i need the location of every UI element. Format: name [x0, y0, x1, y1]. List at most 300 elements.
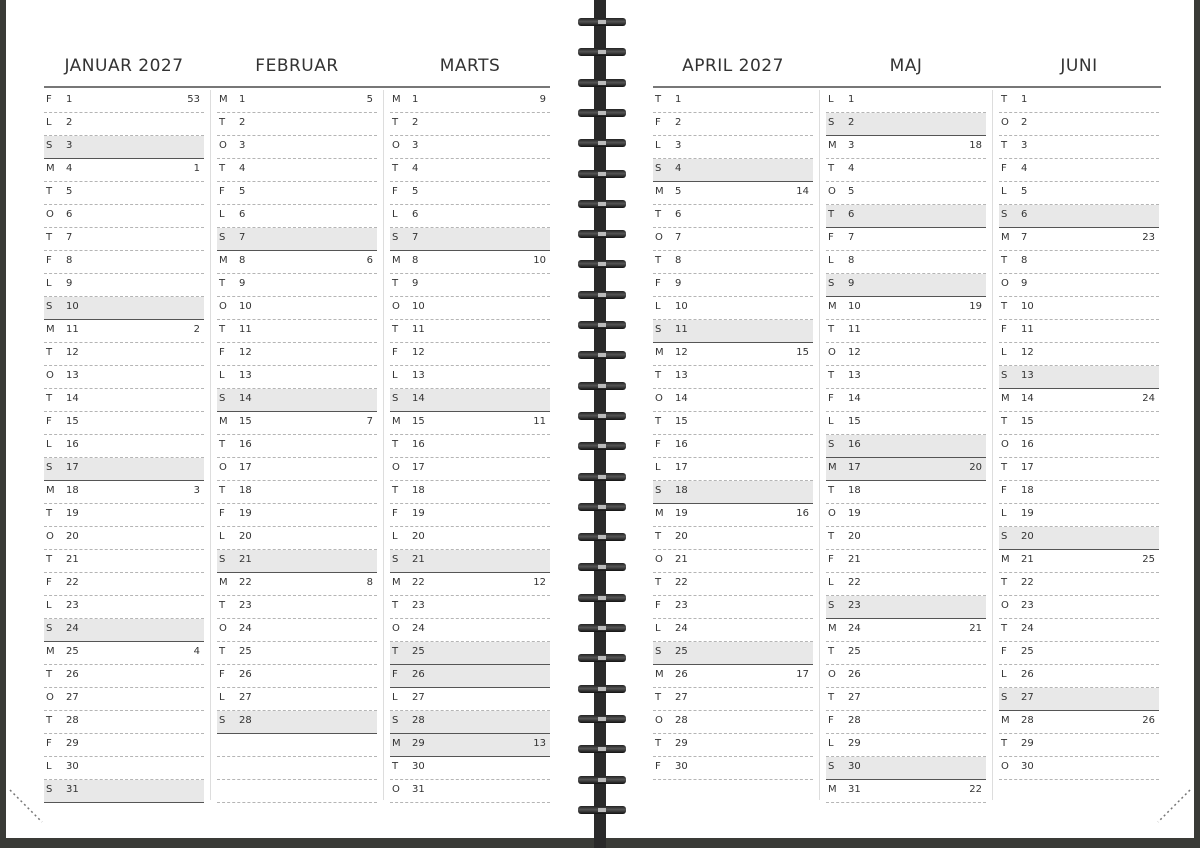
- day-row: [826, 688, 986, 711]
- day-row: [999, 458, 1159, 481]
- binding-ring: [578, 412, 626, 420]
- weekday-letter: L: [1001, 186, 1007, 197]
- ring-hole: [598, 535, 606, 539]
- day-number: 15: [412, 416, 425, 427]
- row-gap: [217, 757, 251, 779]
- day-number: 25: [848, 646, 861, 657]
- day-number: 20: [1021, 531, 1034, 542]
- day-number: 6: [1021, 209, 1028, 220]
- weekday-letter: O: [392, 623, 400, 634]
- day-row: [390, 251, 550, 274]
- day-number: 28: [675, 715, 688, 726]
- day-row: [390, 205, 550, 228]
- day-number: 22: [848, 577, 861, 588]
- day-row: [999, 573, 1159, 596]
- day-row: [390, 274, 550, 297]
- day-number: 4: [848, 163, 855, 174]
- day-row: [217, 205, 377, 228]
- weekday-letter: T: [46, 186, 53, 197]
- day-row: [217, 228, 377, 251]
- weekday-letter: T: [46, 393, 53, 404]
- weekday-letter: O: [655, 232, 663, 243]
- day-row: [390, 297, 550, 320]
- weekday-letter: T: [46, 554, 53, 565]
- weekday-letter: T: [219, 646, 226, 657]
- day-row: [390, 619, 550, 642]
- weekday-letter: T: [392, 646, 399, 657]
- day-row: [44, 504, 204, 527]
- day-row: [390, 573, 550, 596]
- day-row: [44, 320, 204, 343]
- day-number: 4: [412, 163, 419, 174]
- weekday-letter: M: [219, 94, 228, 105]
- week-number: 53: [187, 94, 200, 105]
- day-row: [390, 343, 550, 366]
- binding-ring: [578, 18, 626, 26]
- day-number: 11: [675, 324, 688, 335]
- weekday-letter: O: [219, 301, 227, 312]
- weekday-letter: L: [392, 209, 398, 220]
- weekday-letter: L: [219, 209, 225, 220]
- weekday-letter: T: [655, 370, 662, 381]
- weekday-letter: S: [1001, 531, 1008, 542]
- weekday-letter: S: [46, 462, 53, 473]
- day-row: [826, 136, 986, 159]
- day-number: 27: [66, 692, 79, 703]
- binding-ring: [578, 533, 626, 541]
- day-row: [653, 596, 813, 619]
- binding-ring: [578, 624, 626, 632]
- day-row: [44, 665, 204, 688]
- day-number: 16: [66, 439, 79, 450]
- week-number: 8: [366, 577, 373, 588]
- ring-hole: [598, 20, 606, 24]
- day-row: [826, 274, 986, 297]
- binding-ring: [578, 685, 626, 693]
- day-row: [217, 619, 377, 642]
- weekday-letter: L: [1001, 347, 1007, 358]
- weekday-letter: F: [655, 117, 661, 128]
- weekday-letter: L: [828, 255, 834, 266]
- ring-hole: [598, 778, 606, 782]
- day-row: [653, 435, 813, 458]
- day-row: [999, 596, 1159, 619]
- weekday-letter: T: [219, 600, 226, 611]
- day-number: 28: [412, 715, 425, 726]
- day-number: 10: [412, 301, 425, 312]
- day-number: 4: [239, 163, 246, 174]
- left-page: [6, 0, 594, 838]
- day-number: 6: [412, 209, 419, 220]
- day-number: 29: [1021, 738, 1034, 749]
- ring-hole: [598, 687, 606, 691]
- day-number: 6: [848, 209, 855, 220]
- day-row: [390, 642, 550, 665]
- ring-hole: [598, 565, 606, 569]
- weekday-letter: O: [828, 347, 836, 358]
- weekday-letter: L: [46, 117, 52, 128]
- day-number: 23: [675, 600, 688, 611]
- day-number: 23: [412, 600, 425, 611]
- day-row: [999, 205, 1159, 228]
- day-row: [653, 688, 813, 711]
- weekday-letter: O: [46, 692, 54, 703]
- day-row: [44, 596, 204, 619]
- day-number: 28: [66, 715, 79, 726]
- weekday-letter: L: [655, 623, 661, 634]
- weekday-letter: T: [655, 738, 662, 749]
- weekday-letter: O: [828, 669, 836, 680]
- day-row: [999, 182, 1159, 205]
- week-number: 19: [969, 301, 982, 312]
- weekday-letter: O: [219, 462, 227, 473]
- weekday-letter: T: [828, 370, 835, 381]
- day-number: 14: [412, 393, 425, 404]
- day-number: 24: [1021, 623, 1034, 634]
- weekday-letter: M: [828, 623, 837, 634]
- day-row: [826, 504, 986, 527]
- weekday-letter: L: [392, 370, 398, 381]
- day-number: 3: [66, 140, 73, 151]
- weekday-letter: O: [655, 715, 663, 726]
- day-number: 11: [66, 324, 79, 335]
- day-number: 15: [675, 416, 688, 427]
- day-number: 27: [412, 692, 425, 703]
- binding-ring: [578, 563, 626, 571]
- weekday-letter: M: [219, 255, 228, 266]
- day-number: 15: [1021, 416, 1034, 427]
- day-row: [999, 159, 1159, 182]
- weekday-letter: T: [1001, 140, 1008, 151]
- day-number: 13: [1021, 370, 1034, 381]
- day-number: 10: [848, 301, 861, 312]
- day-number: 1: [1021, 94, 1028, 105]
- day-row: [217, 320, 377, 343]
- column-divider: [819, 90, 820, 800]
- weekday-letter: M: [219, 577, 228, 588]
- day-number: 26: [412, 669, 425, 680]
- ring-hole: [598, 50, 606, 54]
- day-number: 21: [848, 554, 861, 565]
- binding-ring: [578, 139, 626, 147]
- day-number: 1: [848, 94, 855, 105]
- week-number: 20: [969, 462, 982, 473]
- binding-ring: [578, 170, 626, 178]
- ring-hole: [598, 353, 606, 357]
- corner-pocket-icon: [8, 788, 44, 824]
- day-row: [999, 412, 1159, 435]
- day-number: 25: [675, 646, 688, 657]
- day-row: [653, 320, 813, 343]
- weekday-letter: T: [392, 600, 399, 611]
- weekday-letter: M: [655, 186, 664, 197]
- weekday-letter: T: [392, 163, 399, 174]
- weekday-letter: T: [219, 324, 226, 335]
- weekday-letter: L: [46, 600, 52, 611]
- day-number: 9: [848, 278, 855, 289]
- day-row: [44, 159, 204, 182]
- day-row: [217, 757, 377, 780]
- weekday-letter: S: [46, 623, 53, 634]
- day-row: [217, 711, 377, 734]
- corner-pocket-icon: [1156, 788, 1192, 824]
- day-number: 24: [66, 623, 79, 634]
- day-number: 12: [66, 347, 79, 358]
- weekday-letter: L: [828, 416, 834, 427]
- day-row: [999, 711, 1159, 734]
- day-number: 19: [239, 508, 252, 519]
- weekday-letter: M: [655, 347, 664, 358]
- weekday-letter: L: [392, 531, 398, 542]
- day-number: 21: [66, 554, 79, 565]
- day-row: [999, 366, 1159, 389]
- weekday-letter: T: [828, 163, 835, 174]
- day-number: 7: [239, 232, 246, 243]
- week-number: 22: [969, 784, 982, 795]
- weekday-letter: S: [828, 761, 835, 772]
- weekday-letter: F: [392, 508, 398, 519]
- weekday-letter: M: [655, 669, 664, 680]
- day-row: [999, 688, 1159, 711]
- weekday-letter: M: [392, 577, 401, 588]
- day-number: 22: [412, 577, 425, 588]
- weekday-letter: F: [655, 439, 661, 450]
- day-number: 16: [239, 439, 252, 450]
- day-row: [44, 780, 204, 803]
- day-number: 22: [239, 577, 252, 588]
- weekday-letter: M: [828, 301, 837, 312]
- day-row: [826, 297, 986, 320]
- day-row: [826, 734, 986, 757]
- weekday-letter: T: [219, 439, 226, 450]
- ring-hole: [598, 384, 606, 388]
- month-februar: [217, 0, 377, 838]
- day-row: [826, 435, 986, 458]
- weekday-letter: S: [655, 163, 662, 174]
- day-number: 5: [66, 186, 73, 197]
- weekday-letter: S: [828, 117, 835, 128]
- day-row: [217, 780, 377, 803]
- day-row: [390, 550, 550, 573]
- day-number: 27: [848, 692, 861, 703]
- ring-hole: [598, 626, 606, 630]
- weekday-letter: O: [1001, 117, 1009, 128]
- weekday-letter: T: [828, 209, 835, 220]
- weekday-letter: S: [1001, 692, 1008, 703]
- weekday-letter: T: [392, 761, 399, 772]
- day-row: [826, 780, 986, 803]
- day-number: 24: [848, 623, 861, 634]
- day-number: 6: [66, 209, 73, 220]
- day-row: [217, 366, 377, 389]
- day-number: 22: [675, 577, 688, 588]
- weekday-letter: M: [219, 416, 228, 427]
- binding-ring: [578, 79, 626, 87]
- day-row: [826, 665, 986, 688]
- weekday-letter: S: [655, 485, 662, 496]
- weekday-letter: S: [828, 278, 835, 289]
- weekday-letter: T: [828, 485, 835, 496]
- day-row: [44, 757, 204, 780]
- month-title: JANUAR 2027: [64, 56, 184, 76]
- day-row: [390, 113, 550, 136]
- binding-ring: [578, 776, 626, 784]
- day-row: [999, 113, 1159, 136]
- day-row: [390, 688, 550, 711]
- weekday-letter: M: [46, 646, 55, 657]
- day-number: 25: [412, 646, 425, 657]
- day-number: 15: [239, 416, 252, 427]
- column-divider: [992, 90, 993, 800]
- day-number: 14: [1021, 393, 1034, 404]
- day-number: 18: [412, 485, 425, 496]
- weekday-letter: F: [655, 761, 661, 772]
- weekday-letter: M: [828, 140, 837, 151]
- day-row: [826, 205, 986, 228]
- ring-hole: [598, 81, 606, 85]
- weekday-letter: L: [219, 692, 225, 703]
- binding-ring: [578, 654, 626, 662]
- day-number: 10: [239, 301, 252, 312]
- day-number: 17: [412, 462, 425, 473]
- month-marts: [390, 0, 550, 838]
- binding-ring: [578, 473, 626, 481]
- day-number: 30: [675, 761, 688, 772]
- day-number: 16: [1021, 439, 1034, 450]
- ring-hole: [598, 414, 606, 418]
- day-number: 25: [66, 646, 79, 657]
- weekday-letter: F: [219, 186, 225, 197]
- weekday-letter: O: [655, 554, 663, 565]
- day-number: 21: [239, 554, 252, 565]
- day-number: 8: [239, 255, 246, 266]
- weekday-letter: S: [392, 554, 399, 565]
- weekday-letter: O: [46, 370, 54, 381]
- header-rule: [653, 86, 1161, 88]
- month-title: FEBRUAR: [255, 56, 339, 76]
- day-row: [999, 320, 1159, 343]
- weekday-letter: M: [1001, 232, 1010, 243]
- ring-hole: [598, 505, 606, 509]
- weekday-letter: M: [828, 784, 837, 795]
- month-title: APRIL 2027: [682, 56, 784, 76]
- day-number: 3: [675, 140, 682, 151]
- day-number: 9: [1021, 278, 1028, 289]
- day-number: 2: [412, 117, 419, 128]
- binding-ring: [578, 48, 626, 56]
- day-number: 17: [1021, 462, 1034, 473]
- day-number: 11: [1021, 324, 1034, 335]
- day-number: 11: [848, 324, 861, 335]
- day-number: 20: [66, 531, 79, 542]
- week-number: 12: [533, 577, 546, 588]
- day-number: 4: [1021, 163, 1028, 174]
- day-row: [217, 412, 377, 435]
- weekday-letter: S: [219, 554, 226, 565]
- day-row: [999, 251, 1159, 274]
- day-row: [44, 90, 204, 113]
- weekday-letter: M: [392, 94, 401, 105]
- day-number: 20: [239, 531, 252, 542]
- day-number: 4: [66, 163, 73, 174]
- column-divider: [383, 90, 384, 800]
- day-row: [826, 159, 986, 182]
- day-row: [653, 757, 813, 780]
- week-number: 18: [969, 140, 982, 151]
- month-title: MARTS: [439, 56, 501, 76]
- day-row: [44, 527, 204, 550]
- day-row: [44, 711, 204, 734]
- day-row: [390, 757, 550, 780]
- weekday-letter: F: [828, 554, 834, 565]
- day-number: 3: [848, 140, 855, 151]
- day-row: [390, 734, 550, 757]
- ring-hole: [598, 141, 606, 145]
- day-number: 29: [412, 738, 425, 749]
- day-row: [653, 619, 813, 642]
- day-row: [44, 619, 204, 642]
- day-row: [826, 366, 986, 389]
- month-januar: [44, 0, 204, 838]
- weekday-letter: S: [828, 439, 835, 450]
- day-number: 2: [675, 117, 682, 128]
- week-number: 15: [796, 347, 809, 358]
- day-number: 8: [848, 255, 855, 266]
- day-number: 5: [848, 186, 855, 197]
- day-number: 29: [66, 738, 79, 749]
- weekday-letter: O: [392, 462, 400, 473]
- day-number: 18: [239, 485, 252, 496]
- day-row: [390, 159, 550, 182]
- day-row: [44, 182, 204, 205]
- weekday-letter: T: [219, 163, 226, 174]
- weekday-letter: T: [828, 531, 835, 542]
- day-row: [653, 412, 813, 435]
- binding-ring: [578, 503, 626, 511]
- day-number: 8: [675, 255, 682, 266]
- weekday-letter: L: [655, 462, 661, 473]
- weekday-letter: T: [828, 646, 835, 657]
- day-number: 24: [675, 623, 688, 634]
- weekday-letter: O: [828, 508, 836, 519]
- day-row: [653, 228, 813, 251]
- day-row: [826, 228, 986, 251]
- weekday-letter: M: [1001, 554, 1010, 565]
- weekday-letter: T: [46, 232, 53, 243]
- weekday-letter: S: [392, 393, 399, 404]
- binding-ring: [578, 806, 626, 814]
- day-row: [653, 734, 813, 757]
- day-number: 28: [848, 715, 861, 726]
- day-number: 19: [675, 508, 688, 519]
- day-number: 17: [848, 462, 861, 473]
- day-row: [999, 297, 1159, 320]
- weekday-letter: O: [46, 531, 54, 542]
- day-row: [44, 573, 204, 596]
- weekday-letter: F: [828, 393, 834, 404]
- weekday-letter: T: [655, 692, 662, 703]
- day-row: [390, 481, 550, 504]
- weekday-letter: M: [46, 324, 55, 335]
- column-divider: [210, 90, 211, 800]
- binding-ring: [578, 109, 626, 117]
- weekday-letter: L: [655, 301, 661, 312]
- week-number: 11: [533, 416, 546, 427]
- day-row: [44, 228, 204, 251]
- day-row: [999, 435, 1159, 458]
- day-number: 19: [412, 508, 425, 519]
- ring-hole: [598, 656, 606, 660]
